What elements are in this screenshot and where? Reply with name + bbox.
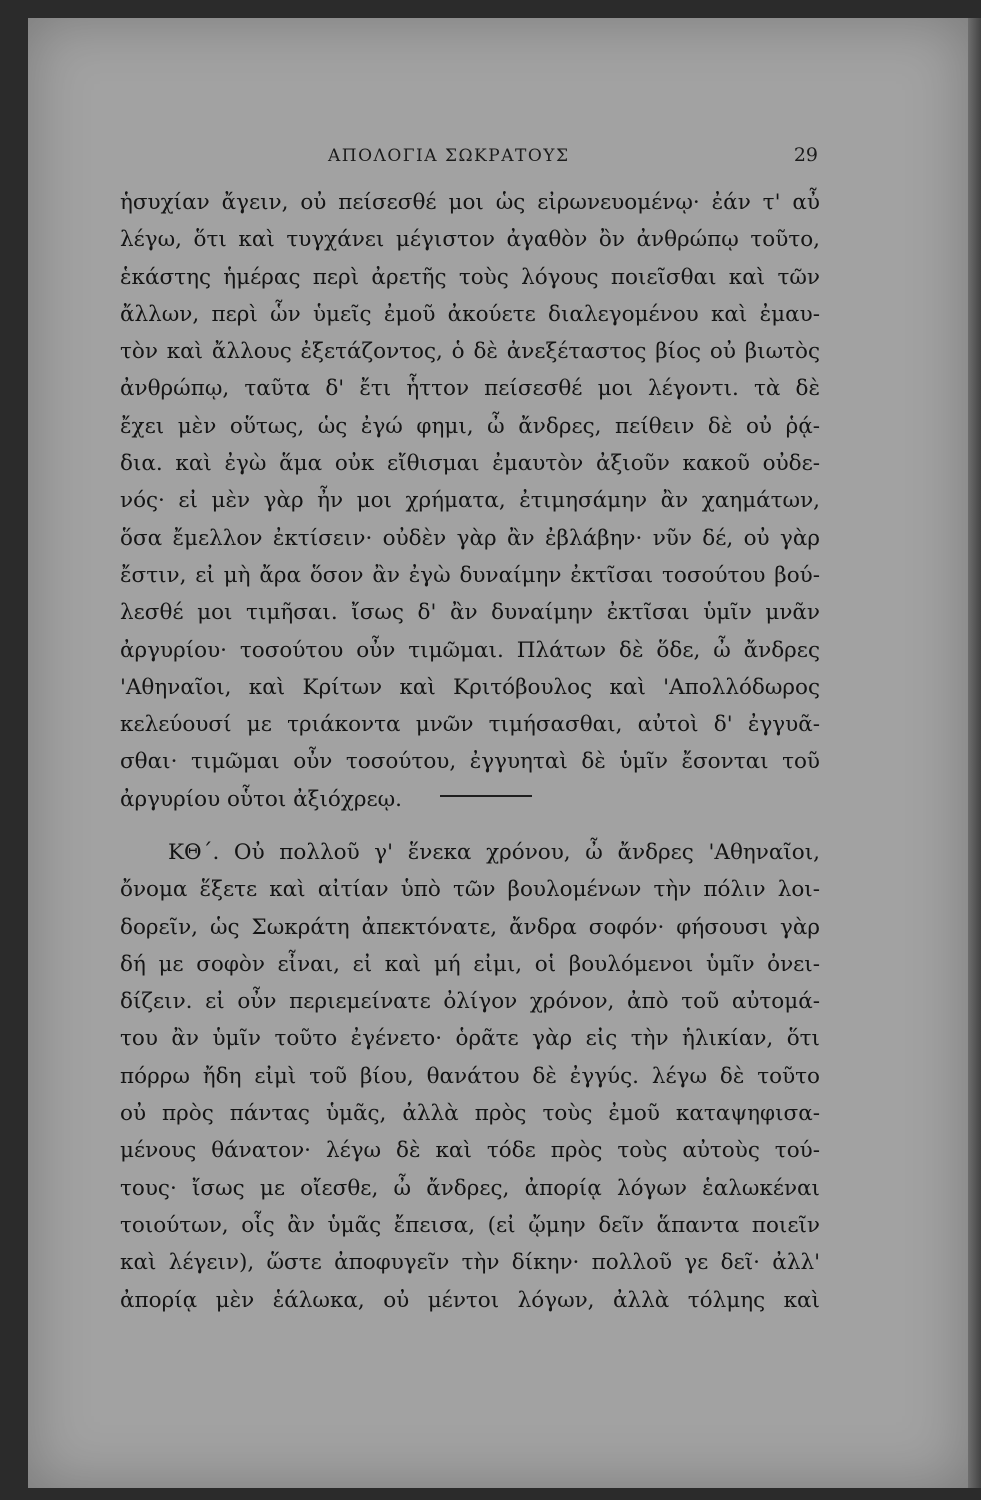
text-line: καὶ λέγειν), ὥστε ἀποφυγεῖν τὴν δίκην· πολλοῦ γε δεῖ· ἀλλ' bbox=[120, 1250, 820, 1276]
text-line: μένους θάνατον· λέγω δὲ καὶ τόδε πρὸς τοὺς αὐτοὺς τού- bbox=[120, 1138, 820, 1164]
text-line: λεσθέ μοι τιμῆσαι. ἴσως δ' ἂν δυναίμην ἐκτῖσαι ὑμῖν μνᾶν bbox=[120, 600, 820, 626]
text-line: πόρρω ἤδη εἰμὶ τοῦ βίου, θανάτου δὲ ἐγγύς. λέγω δὲ τοῦτο bbox=[120, 1063, 820, 1089]
page-header bbox=[28, 146, 968, 176]
paragraph-1 bbox=[120, 184, 820, 818]
text-line: σθαι· τιμῶμαι οὖν τοσούτου, ἐγγυηταὶ δὲ ὑμῖν ἔσονται τοῦ bbox=[120, 749, 820, 775]
text-line: ὅσα ἔμελλον ἐκτίσειν· οὐδὲν γὰρ ἂν ἐβλάβην· νῦν δέ, οὐ γὰρ bbox=[120, 525, 820, 551]
text-line: λέγω, ὅτι καὶ τυγχάνει μέγιστον ἀγαθὸν ὂν ἀνθρώπῳ τοῦτο, bbox=[120, 227, 820, 253]
text-line: τὸν καὶ ἄλλους ἐξετάζοντος, ὁ δὲ ἀνεξέταστος βίος οὐ βιωτὸς bbox=[120, 339, 820, 365]
text-line: ἔχει μὲν οὕτως, ὡς ἐγώ φημι, ὦ ἄνδρες, πείθειν δὲ οὐ ῥᾴ- bbox=[120, 413, 820, 439]
text-line: του ἂν ὑμῖν τοῦτο ἐγένετο· ὁρᾶτε γὰρ εἰς τὴν ἡλικίαν, ὅτι bbox=[120, 1026, 820, 1052]
text-line: οὐ πρὸς πάντας ὑμᾶς, ἀλλὰ πρὸς τοὺς ἐμοῦ καταψηφισα- bbox=[120, 1101, 820, 1127]
text-line: ΚΘ΄. Οὐ πολλοῦ γ' ἕνεκα χρόνου, ὦ ἄνδρες 'Αθηναῖοι, bbox=[168, 840, 820, 865]
paragraph-2 bbox=[120, 834, 820, 1319]
text-line: ἑκάστης ἡμέρας περὶ ἀρετῆς τοὺς λόγους ποιεῖσθαι καὶ τῶν bbox=[120, 264, 820, 290]
text-line: ὄνομα ἕξετε καὶ αἰτίαν ὑπὸ τῶν βουλομένων τὴν πόλιν λοι- bbox=[120, 877, 820, 903]
book-page bbox=[28, 18, 968, 1488]
text-line: δορεῖν, ὡς Σωκράτη ἀπεκτόνατε, ἄνδρα σοφόν· φήσουσι γὰρ bbox=[120, 914, 820, 940]
page-number: 29 bbox=[793, 144, 818, 166]
text-line: ἀπορίᾳ μὲν ἑάλωκα, οὐ μέντοι λόγων, ἀλλὰ τόλμης καὶ bbox=[120, 1287, 820, 1313]
text-line: ἀνθρώπῳ, ταῦτα δ' ἔτι ἧττον πείσεσθέ μοι λέγοντι. τὰ δὲ bbox=[120, 376, 820, 402]
text-line: τους· ἴσως με οἴεσθε, ὦ ἄνδρες, ἀπορίᾳ λόγων ἑαλωκέναι bbox=[120, 1175, 820, 1201]
text-line: ἀργυρίου· τοσούτου οὖν τιμῶμαι. Πλάτων δὲ ὅδε, ὦ ἄνδρες bbox=[120, 637, 820, 663]
text-line: ἄλλων, περὶ ὧν ὑμεῖς ἐμοῦ ἀκούετε διαλεγομένου καὶ ἐμαυ- bbox=[120, 301, 820, 327]
running-title: ΑΠΟΛΟΓΙΑ ΣΩΚΡΑΤΟΥΣ bbox=[328, 146, 570, 166]
text-line: ἀργυρίου οὗτοι ἀξιόχρεῳ. bbox=[120, 786, 403, 812]
text-line: τοιούτων, οἷς ἂν ὑμᾶς ἔπεισα, (εἰ ᾤμην δεῖν ἅπαντα ποιεῖν bbox=[120, 1212, 820, 1238]
text-line: ἡσυχίαν ἄγειν, οὐ πείσεσθέ μοι ὡς εἰρωνευομένῳ· ἐάν τ' αὖ bbox=[120, 190, 820, 215]
text-line: 'Αθηναῖοι, καὶ Κρίτων καὶ Κριτόβουλος καὶ 'Απολλόδωρος bbox=[120, 674, 820, 700]
text-line: δή με σοφὸν εἶναι, εἰ καὶ μή εἰμι, οἱ βουλόμενοι ὑμῖν ὀνει- bbox=[120, 951, 820, 977]
text-line: δια. καὶ ἐγὼ ἅμα οὐκ εἴθισμαι ἐμαυτὸν ἀξιοῦν κακοῦ οὐδε- bbox=[120, 451, 820, 477]
text-line: κελεύουσί με τριάκοντα μνῶν τιμήσασθαι, αὐτοὶ δ' ἐγγυᾶ- bbox=[120, 712, 820, 738]
text-line: ἔστιν, εἰ μὴ ἄρα ὅσον ἂν ἐγὼ δυναίμην ἐκτῖσαι τοσούτου βού- bbox=[120, 562, 820, 588]
text-line: νός· εἰ μὲν γὰρ ἦν μοι χρήματα, ἐτιμησάμην ἂν χαημάτων, bbox=[120, 488, 820, 514]
section-divider bbox=[440, 795, 532, 797]
text-line: δίζειν. εἰ οὖν περιεμείνατε ὀλίγον χρόνον, ἀπὸ τοῦ αὐτομά- bbox=[120, 989, 820, 1015]
